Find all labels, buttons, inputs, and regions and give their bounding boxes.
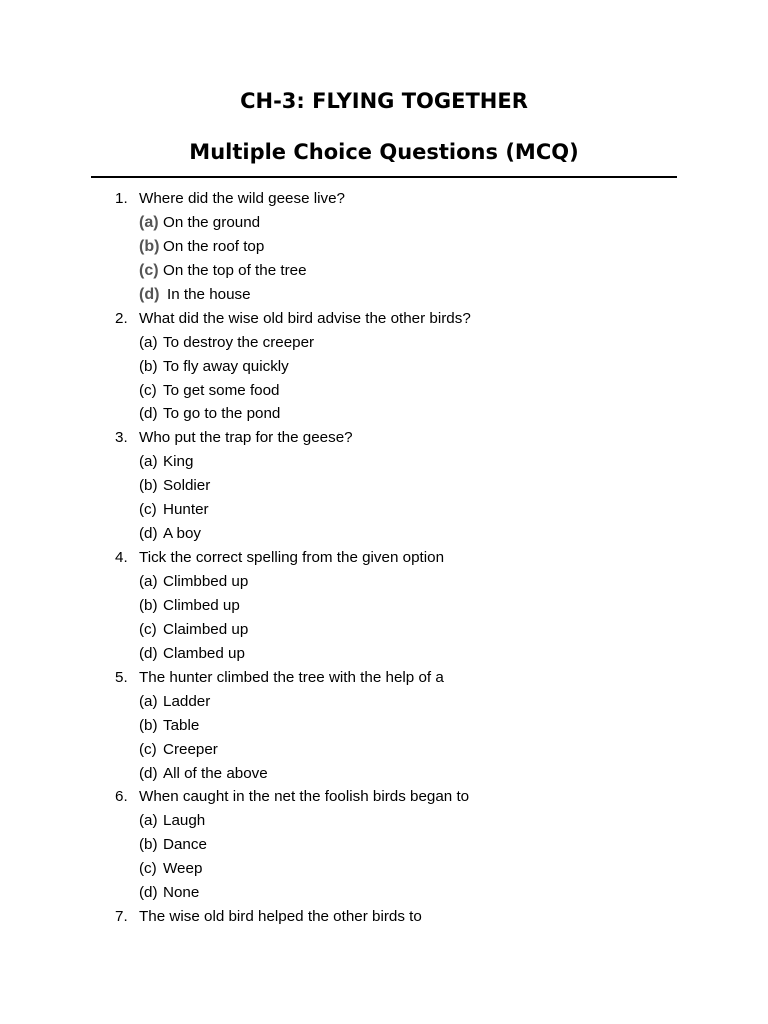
option-item — [115, 379, 675, 403]
question-6 — [115, 785, 675, 809]
question-5 — [115, 666, 675, 690]
question-number: 1. — [115, 190, 128, 207]
option-mark: (b) — [139, 357, 158, 375]
question-number: 6. — [115, 788, 128, 806]
option-item — [115, 498, 675, 522]
option-text: A boy — [163, 525, 201, 543]
option-mark: (a) — [139, 333, 158, 351]
option-mark: (c) — [139, 620, 157, 638]
question-number: 3. — [115, 429, 128, 447]
option-mark: (b) — [139, 596, 158, 614]
option-text: To destroy the creeper — [163, 333, 315, 351]
option-mark: (a) — [139, 213, 159, 231]
option-text: Ladder — [163, 692, 211, 710]
option-mark: (a) — [139, 692, 158, 710]
option-text: Clambed up — [163, 644, 245, 662]
option-mark: (a) — [139, 453, 158, 471]
option-text: King — [163, 453, 194, 471]
option-text: Weep — [163, 860, 203, 878]
option-mark: (b) — [139, 237, 160, 255]
question-1 — [115, 187, 675, 211]
option-item — [115, 355, 675, 379]
option-item — [115, 594, 675, 618]
option-item — [115, 690, 675, 714]
option-item — [115, 235, 675, 259]
question-4 — [115, 546, 675, 570]
option-item — [115, 474, 675, 498]
option-mark: (b) — [139, 716, 158, 734]
question-text: When caught in the net the foolish birds began to — [139, 788, 470, 806]
option-text: Laugh — [163, 812, 206, 830]
option-item — [115, 714, 675, 738]
option-mark: (b) — [139, 836, 158, 854]
option-mark: (d) — [139, 405, 158, 423]
option-text: Table — [163, 716, 200, 734]
question-number: 7. — [115, 908, 128, 926]
option-mark: (c) — [139, 381, 157, 399]
option-item — [115, 259, 675, 283]
option-text: On the ground — [163, 213, 261, 231]
option-item — [115, 211, 675, 235]
option-mark: (d) — [139, 525, 158, 543]
question-number: 4. — [115, 549, 128, 567]
option-item — [115, 809, 675, 833]
question-list — [115, 187, 675, 929]
option-item — [115, 833, 675, 857]
option-text: To go to the pond — [163, 405, 281, 423]
option-mark: (c) — [139, 261, 159, 279]
option-item — [115, 642, 675, 666]
question-text: The wise old bird helped the other birds to — [139, 908, 422, 926]
option-text: To get some food — [163, 381, 280, 399]
option-text: On the roof top — [163, 237, 265, 255]
option-text: On the top of the tree — [163, 261, 307, 279]
option-text: Climbbed up — [163, 573, 249, 590]
option-item — [115, 450, 675, 474]
option-mark: (a) — [139, 573, 158, 590]
question-3 — [115, 426, 675, 450]
option-mark: (d) — [139, 764, 158, 782]
option-text: Climbed up — [163, 596, 240, 614]
option-mark: (c) — [139, 740, 157, 758]
option-item — [115, 762, 675, 786]
option-item — [115, 738, 675, 762]
header-divider — [91, 176, 677, 178]
option-item — [115, 570, 675, 594]
question-number: 5. — [115, 668, 128, 686]
option-mark: (c) — [139, 501, 157, 519]
option-mark: (d) — [139, 285, 160, 303]
option-item — [115, 857, 675, 881]
question-text: Who put the trap for the geese? — [139, 429, 353, 447]
question-text: What did the wise old bird advise the other birds? — [139, 309, 471, 327]
question-text: The hunter climbed the tree with the help of a — [139, 668, 444, 686]
option-text: Dance — [163, 836, 207, 854]
question-text: Where did the wild geese live? — [139, 190, 345, 207]
option-text: Claimbed up — [163, 620, 249, 638]
option-text: Creeper — [163, 740, 218, 758]
option-item — [115, 522, 675, 546]
option-text: To fly away quickly — [163, 357, 289, 375]
option-text: None — [163, 884, 200, 902]
option-item — [115, 283, 675, 307]
question-7 — [115, 905, 675, 929]
option-text: Hunter — [163, 501, 209, 519]
chapter-title: CH-3: FLYING TOGETHER — [240, 89, 528, 113]
option-item — [115, 331, 675, 355]
option-item — [115, 402, 675, 426]
option-mark: (d) — [139, 644, 158, 662]
option-mark: (b) — [139, 477, 158, 495]
option-mark: (a) — [139, 812, 158, 830]
option-text: All of the above — [163, 764, 268, 782]
question-number: 2. — [115, 309, 128, 327]
option-item — [115, 618, 675, 642]
option-text: In the house — [167, 285, 251, 303]
option-mark: (d) — [139, 884, 158, 902]
option-mark: (c) — [139, 860, 157, 878]
page-subtitle: Multiple Choice Questions (MCQ) — [189, 140, 579, 164]
option-text: Soldier — [163, 477, 211, 495]
question-2 — [115, 307, 675, 331]
option-item — [115, 881, 675, 905]
question-text: Tick the correct spelling from the given option — [139, 549, 445, 567]
